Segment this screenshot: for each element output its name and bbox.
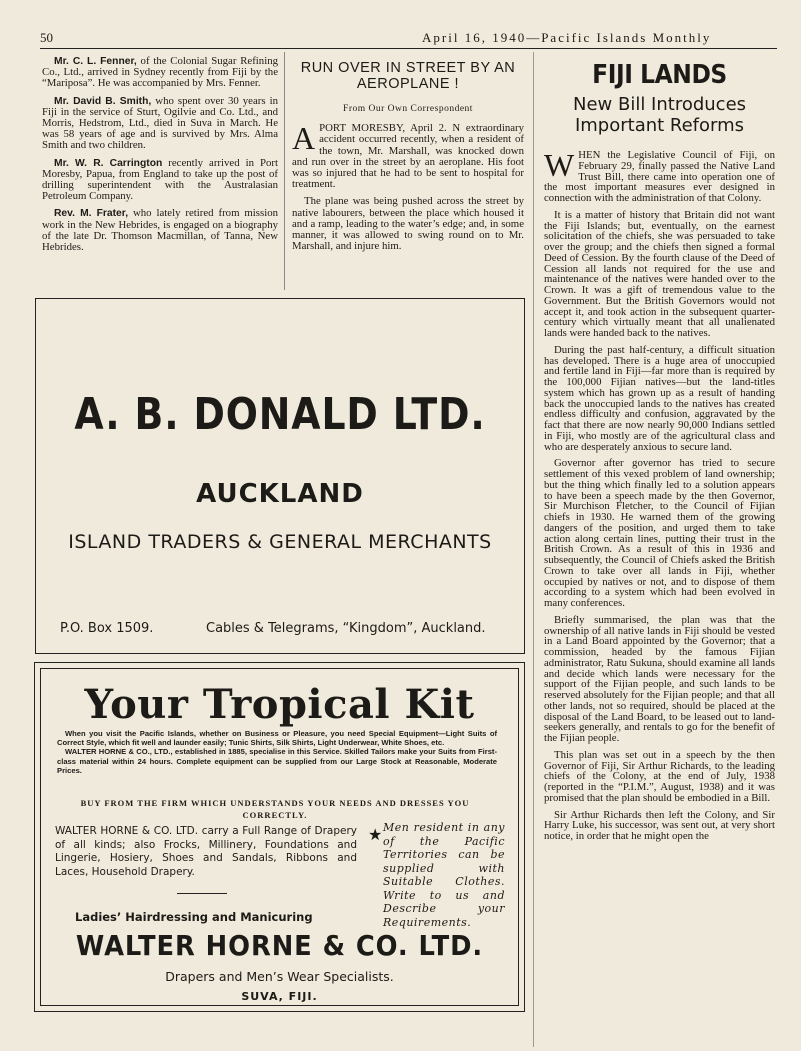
person-name: Mr. W. R. Carrington xyxy=(54,157,163,169)
article-paragraph: WHEN the Legislative Council of Fiji, on February 29, finally passed the Native Land Trust Bill, there came into operation one of the most important measures ever designed in connection with the administration of that Colony. xyxy=(544,147,775,204)
mens-clothing-note: Men resident in any of the Pacific Territories can be supplied with Suitable Clothes. Write to us and Describe your Requirements. xyxy=(383,821,505,929)
article-paragraph: During the past half-century, a difficult situation has developed. There is a huge area of unoccupied and fertile land in Fiji—far more than is required by the 100,000 Fijian natives—but the land-titles system which has grown up as a result of handing back the unoccupied lands to the natives has created endless difficulty and confusion, aggravated by the fact that there are now nearly 90,000 Indians settled in Fiji, who mostly are of the agricultural class and who are desperately anxious to secure land. xyxy=(544,343,775,453)
hairdressing-line: Ladies’ Hairdressing and Manicuring xyxy=(75,910,313,924)
person-name: Mr. C. L. Fenner, xyxy=(54,56,137,67)
column-divider xyxy=(533,52,534,1047)
page-number: 50 xyxy=(40,30,53,45)
column-divider xyxy=(284,52,285,290)
running-header: April 16, 1940—Pacific Islands Monthly xyxy=(422,30,712,45)
ad-slogan: BUY FROM THE FIRM WHICH UNDERSTANDS YOUR NEEDS AND DRESSES YOU CORRECTLY. xyxy=(80,798,470,820)
article-paragraph: APORT MORESBY, April 2. N extraordinary accident occurred recently, when a resident of the town, Mr. Marshall, was knocked down and run over in the street by an aeroplane. His foot was so injured that he had to be sent to hospital for treatment. xyxy=(292,120,524,191)
cable-address: Cables & Telegrams, “Kingdom”, Auckland. xyxy=(206,621,486,636)
ad-title: Your Tropical Kit xyxy=(84,681,475,728)
drop-cap: A xyxy=(292,120,316,157)
company-name: A. B. DONALD LTD. xyxy=(74,389,486,440)
article-paragraph: This plan was set out in a speech by the then Governor of Fiji, Sir Arthur Richards, to the leading chiefs of the Colony, at the end of July, 1938 (reported in the “P.I.M.”, August, 1938) and it was promised that the plan should be embodied in a Bill. xyxy=(544,748,775,804)
header-rule xyxy=(40,48,777,49)
article-byline: From Our Own Correspondent xyxy=(343,104,473,114)
news-item: Mr. C. L. Fenner, of the Colonial Sugar Refining Co., Ltd., arrived in Sydney recently from Fiji by the “Mariposa”. He was accompanied by Mrs. Fenner. xyxy=(42,55,278,90)
news-item: Mr. David B. Smith, who spent over 30 years in Fiji in the service of Sturt, Ogilvie and Co. Ltd., and Morris, Hedstrom, Ltd., died in Suva in March. He was 58 years of age and is survived by Mrs. Alma Smith and two children. xyxy=(42,94,278,152)
company-trade: ISLAND TRADERS & GENERAL MERCHANTS xyxy=(68,531,492,553)
po-box: P.O. Box 1509. xyxy=(60,621,154,636)
company-name: WALTER HORNE & CO. LTD. xyxy=(75,929,484,962)
article-headline: FIJI LANDS xyxy=(592,60,727,90)
donald-advertisement xyxy=(35,298,525,654)
person-name: Mr. David B. Smith, xyxy=(54,95,152,107)
article-paragraph: Governor after governor has tried to secure settlement of this vexed problem of land ownership; but the thing which finally led to a solution appears to have been a speech made by the then Governor, Sir Murchison Fletcher, to the Council of Fijian chiefs in 1930. He warned them of the growing dangers of the position, and urged them to take action along certain lines, putting their trust in the British Crown. As a result of this in 1936 and subsequently, the Council of Chiefs asked the British Crown to take over all lands in Fiji, whether occupied by natives or not, and to dispose of them according to a system which had been evolved in many conferences. xyxy=(544,457,775,609)
divider xyxy=(177,893,227,894)
company-city: AUCKLAND xyxy=(196,479,364,509)
article-paragraph: Sir Arthur Richards then left the Colony, and Sir Harry Luke, his successor, was sent out, at very short notice, in order that he might open the xyxy=(544,808,775,842)
star-icon: ★ xyxy=(368,827,383,844)
horne-advertisement xyxy=(34,662,525,1012)
company-tagline: Drapers and Men’s Wear Specialists. xyxy=(165,969,394,984)
person-name: Rev. M. Frater, xyxy=(54,208,129,220)
article-headline: RUN OVER IN STREET BY AN AEROPLANE ! xyxy=(300,60,516,92)
ad-intro: When you visit the Pacific Islands, whether on Business or Pleasure, you need Special Equipment—Light Suits of Correct Style, which fit well and launder easily; Tunic Shirts, Silk Shirts, Light Underwear, White Shoes, etc. WALTER HORNE & CO., LTD., established in 1885, specialise in this Service. Skilled Tailors make your Suits from First-class material within 24 hours. Complete equipment can be supplied from our Large Stock at Reasonable, Moderate Prices. xyxy=(57,729,497,775)
drapery-text: WALTER HORNE & CO. LTD. carry a Full Range of Drapery of all kinds; also Frocks, Millinery, Foundations and Lingerie, Hosiery, Shoes and Sandals, Ribbons and Laces, Household Drapery. xyxy=(55,825,357,878)
article-subheadline: New Bill Introduces Important Reforms xyxy=(572,94,747,136)
article-paragraph: Briefly summarised, the plan was that the ownership of all native lands in Fiji should be vested in a Land Board appointed by the Governor; that a commission, headed by the famous Fijian administrator, Ratu Sukuna, should examine all lands and decide which lands were necessary for the support of the Fijian people, and such lands to be reserved absolutely for the Fijian people; and that all other lands, not so required, should be placed at the disposal of the Land Board, to be leased out to land-seekers generally, and rentals to go for the benefit of the Fijian people. xyxy=(544,613,775,744)
news-item: Mr. W. R. Carrington recently arrived in Port Moresby, Papua, from England to take up the post of drilling superintendent with the Australasian Petroleum Company. xyxy=(42,156,278,203)
aeroplane-article xyxy=(292,60,524,258)
company-location: SUVA, FIJI. xyxy=(241,990,318,1003)
drop-cap: W xyxy=(544,147,575,183)
article-paragraph: The plane was being pushed across the street by native labourers, between the place which housed it and a ramp, leading to the water’s edge; and, in some manner, it was allowed to swing round on to Mr. Marshall, and injure him. xyxy=(292,195,524,253)
personal-notes-column xyxy=(42,56,278,259)
article-paragraph: It is a matter of history that Britain did not want the Fiji Islands; but, eventually, on the earnest solicitation of the chiefs, she was persuaded to take over the group; and the chiefs then signed a formal Deed of Cession. By the fourth clause of the Deed of Cession all lands not required for the use and maintenance of the natives were handed over to the Crown. It was a gift of tremendous value to the Government. But the British Governors would not accept it, and took action in the subsequent quarter-century which virtually meant that all unalienated lands were handed back to the natives. xyxy=(544,208,775,339)
news-item: Rev. M. Frater, who lately retired from mission work in the New Hebrides, is engaged on a biography of the late Dr. Thomson Macmillan, of Tanna, New Hebrides. xyxy=(42,207,278,254)
fiji-lands-article xyxy=(544,58,775,848)
